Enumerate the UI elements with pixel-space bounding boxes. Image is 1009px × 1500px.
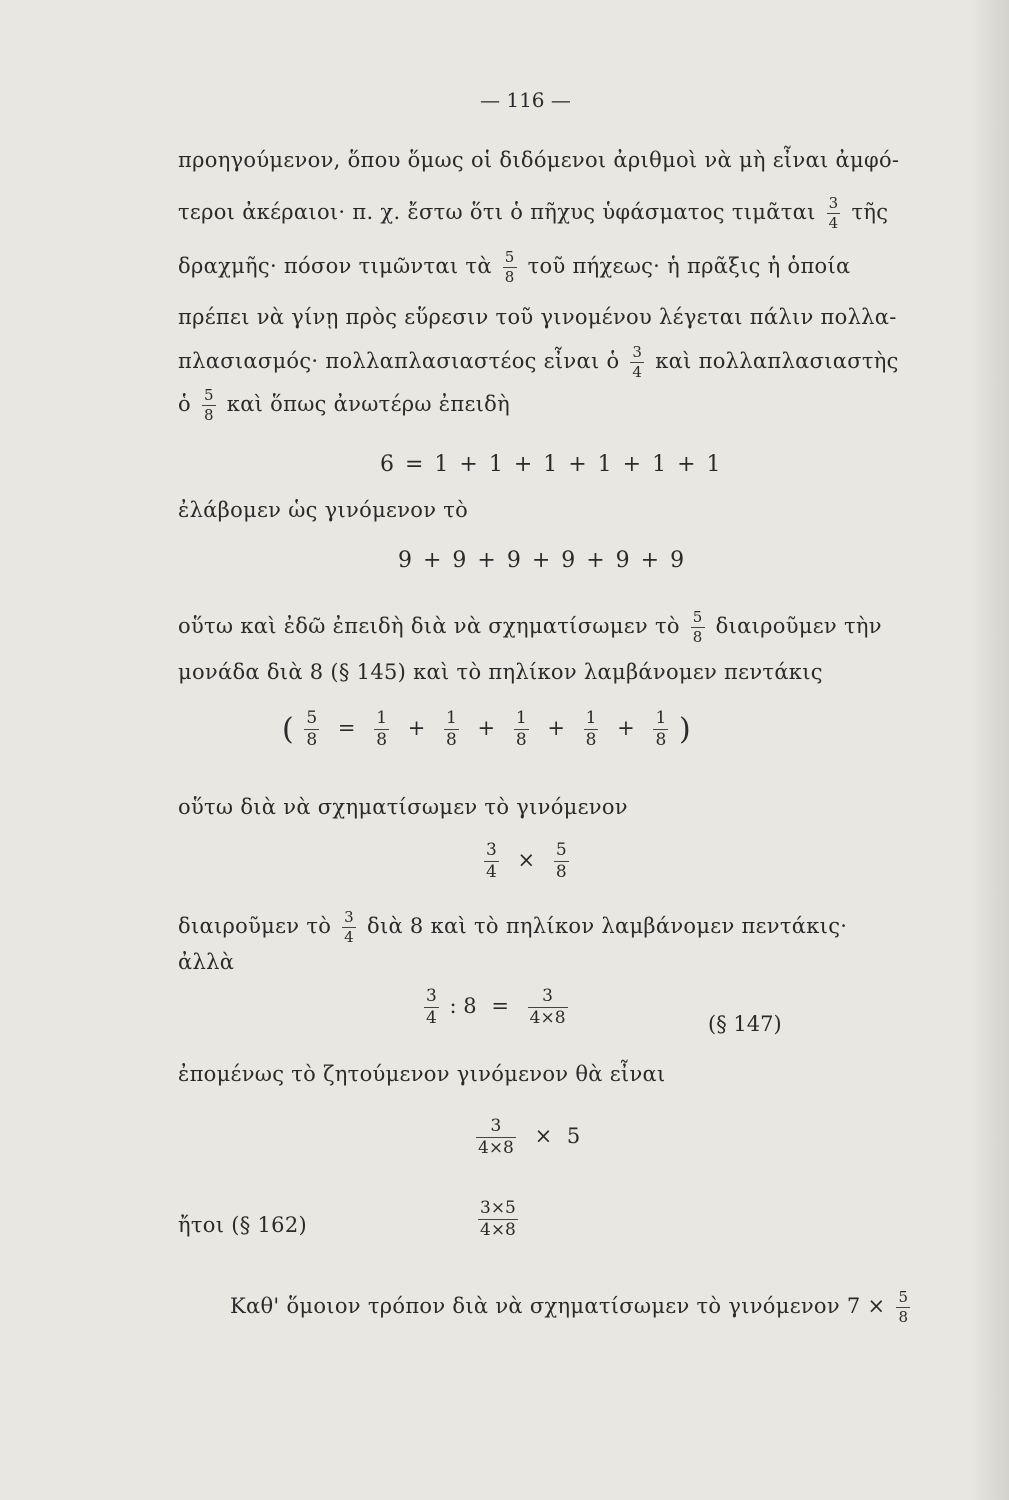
fraction-1-8: $\frac{1}{8}$ [376, 708, 388, 750]
page-number: — 116 — [480, 88, 571, 112]
fraction-1-8: $\frac{1}{8}$ [446, 708, 457, 750]
text-line-11: διαιροῦμεν τὸ $\frac{3}{4}$ διὰ 8 καὶ τὸ πηλίκον λαμβάνομεν πεντάκις· [178, 908, 848, 946]
equation-nines: 9 + 9 + 9 + 9 + 9 + 9 [398, 548, 687, 573]
equation-division: $\frac{3}{4}$ : 8 = $\frac{3}{4\times 8}$ [426, 986, 566, 1028]
page-edge-shadow [969, 0, 1009, 1500]
fraction-5-8: $\frac{5}{8}$ [504, 248, 515, 286]
equation-product: $\frac{3}{4}$ × $\frac{5}{8}$ [486, 840, 567, 882]
text-line-10: οὕτω διὰ νὰ σχηματίσωμεν τὸ γινόμενον [178, 795, 628, 819]
equation-fraction-sum: ( $\frac{5}{8}$ = $\frac{1}{8}$ + $\frac{1}{8}$ + $\frac{1}{8}$ + $\frac{1}{8}$ + $\frac{1}{8}$ ) [282, 708, 691, 750]
equation-result-2 [474, 1200, 522, 1239]
text-line-14: ἤτοι (§ 162) [178, 1213, 307, 1237]
fraction-1-8: $\frac{1}{8}$ [585, 708, 597, 750]
text-line-4: πρέπει νὰ γίνῃ πρὸς εὕρεσιν τοῦ γινομένου λέγεται πάλιν πολλα- [178, 305, 897, 329]
fraction-1-8: $\frac{1}{8}$ [655, 708, 667, 750]
equation-result-1: $\frac{3}{4\times 8}$ × 5 [478, 1116, 581, 1158]
fraction-3-over-4x8: $\frac{3}{4\times 8}$ [478, 1116, 514, 1158]
text-line-7: ἐλάβομεν ὡς γινόμενον τὸ [178, 498, 469, 522]
fraction-5-8: $\frac{5}{8}$ [898, 1288, 909, 1326]
text-line-12: ἀλλὰ [178, 950, 235, 974]
fraction-3-4: $\frac{3}{4}$ [828, 194, 839, 232]
text-line-2: τεροι ἀκέραιοι· π. χ. ἔστω ὅτι ὁ πῆχυς ὑφάσματος τιμᾶται $\frac{3}{4}$ τῆς [178, 194, 889, 232]
text-line-9: μονάδα διὰ 8 (§ 145) καὶ τὸ πηλίκον λαμβάνομεν πεντάκις [178, 660, 823, 684]
text-line-15: Καθ' ὅμοιον τρόπον διὰ νὰ σχηματίσωμεν τὸ γινόμενον 7 × $\frac{5}{8}$ [230, 1288, 909, 1326]
fraction-5-8: $\frac{5}{8}$ [306, 708, 318, 750]
text-line-13: ἐπομένως τὸ ζητούμενον γινόμενον θὰ εἶναι [178, 1062, 666, 1086]
text-line-8: οὕτω καὶ ἐδῶ ἐπειδὴ διὰ νὰ σχηματίσωμεν τὸ $\frac{5}{8}$ διαιροῦμεν τὴν [178, 608, 882, 646]
text-line-3: δραχμῆς· πόσον τιμῶνται τὰ $\frac{5}{8}$ τοῦ πήχεως· ἡ πρᾶξις ἡ ὁποία [178, 248, 851, 286]
text-line-1: προηγούμενον, ὅπου ὅμως οἱ διδόμενοι ἀριθμοὶ νὰ μὴ εἶναι ἀμφό- [178, 148, 900, 172]
fraction-5-8: $\frac{5}{8}$ [203, 386, 214, 424]
text-line-6: ὁ $\frac{5}{8}$ καὶ ὅπως ἀνωτέρω ἐπειδὴ [178, 386, 511, 424]
equation-ones: 6 = 1 + 1 + 1 + 1 + 1 + 1 [380, 452, 723, 477]
fraction-3x5-over-4x8: $\frac{3\times 5}{4\times 8}$ [480, 1198, 516, 1240]
fraction-3-4: $\frac{3}{4}$ [486, 840, 497, 882]
fraction-3-4: $\frac{3}{4}$ [632, 343, 643, 381]
text-line-5: πλασιασμός· πολλαπλασιαστέος εἶναι ὁ $\frac{3}{4}$ καὶ πολλαπλασιαστὴς [178, 343, 899, 381]
fraction-3-over-4x8: $\frac{3}{4\times 8}$ [529, 986, 566, 1028]
fraction-3-4: $\frac{3}{4}$ [344, 908, 355, 946]
section-reference-147: (§ 147) [708, 1012, 782, 1036]
fraction-5-8: $\frac{5}{8}$ [555, 840, 567, 882]
fraction-5-8: $\frac{5}{8}$ [692, 608, 703, 646]
fraction-1-8: $\frac{1}{8}$ [515, 708, 527, 750]
fraction-3-4: $\frac{3}{4}$ [426, 986, 437, 1028]
